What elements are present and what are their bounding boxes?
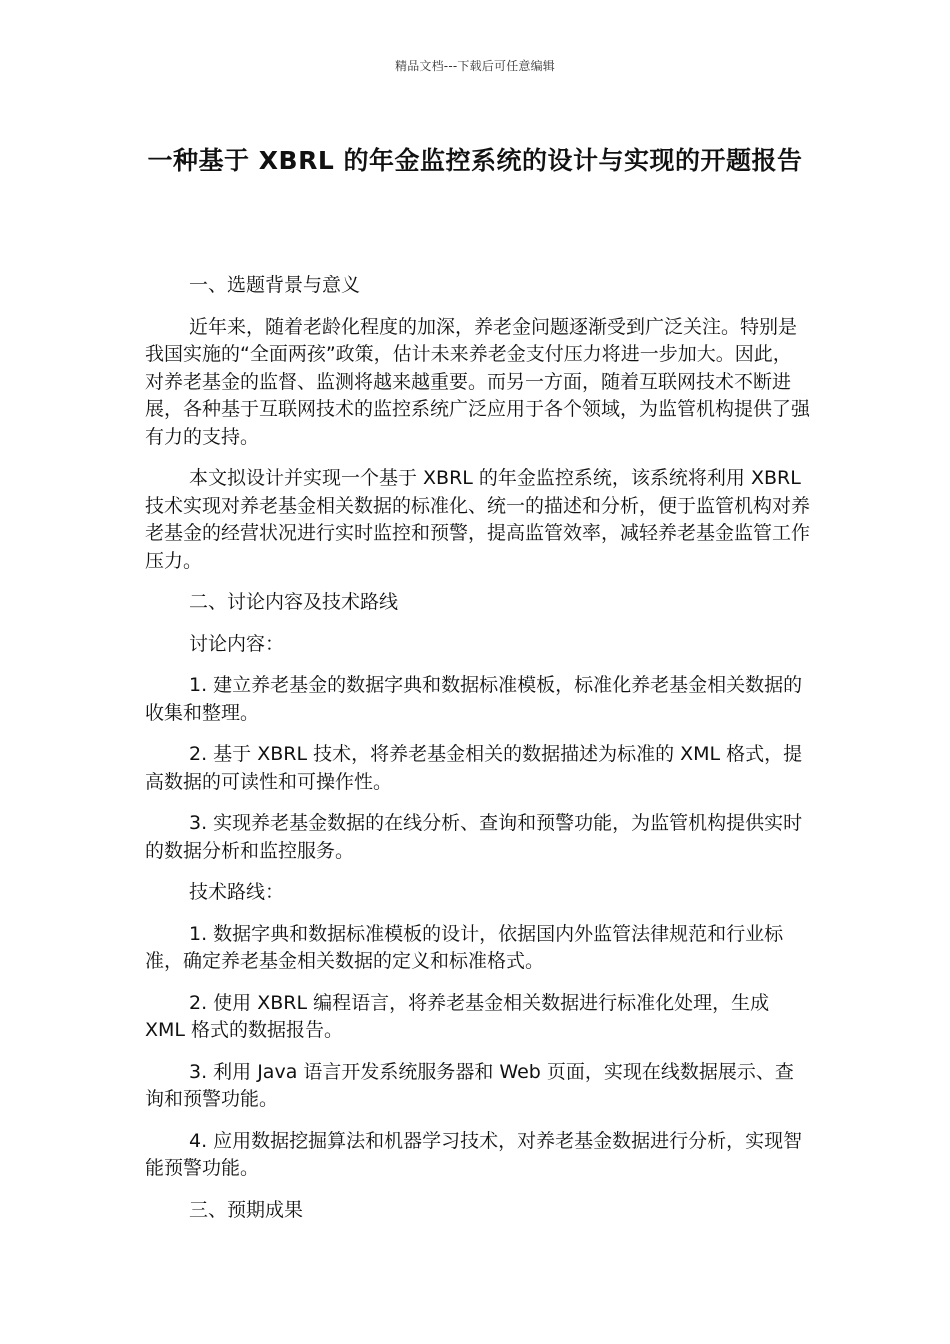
list-item-route-3: 3. 利用 Java 语言开发系统服务器和 Web 页面，实现在线数据展示、查询和预警功能。 — [145, 1060, 794, 1110]
document-body — [145, 272, 810, 1224]
header-note: 精品文档---下载后可任意编辑 — [395, 59, 555, 73]
paragraph-purpose: 本文拟设计并实现一个基于 XBRL 的年金监控系统，该系统将利用 XBRL 技术实现对养老基金相关数据的标准化、统一的描述和分析，便于监管机构对养老基金的经营状况进行实时监控和预警，提高监管效率，减轻养老基金监管工作压力。 — [145, 467, 811, 572]
list-item-route-2: 2. 使用 XBRL 编程语言，将养老基金相关数据进行标准化处理，生成 XML 格式的数据报告。 — [145, 991, 770, 1041]
subheading-tech-route: 技术路线： — [189, 881, 285, 903]
document-title: 一种基于 XBRL 的年金监控系统的设计与实现的开题报告 — [147, 146, 803, 175]
list-item-content-3: 3. 实现养老基金数据的在线分析、查询和预警功能，为监管机构提供实时的数据分析和监控服务。 — [145, 812, 803, 862]
section-heading-background: 一、选题背景与意义 — [189, 274, 361, 296]
list-item-route-1: 1. 数据字典和数据标准模板的设计，依据国内外监管法律规范和行业标准，确定养老基金相关数据的定义和标准格式。 — [145, 922, 784, 972]
list-item-route-4: 4. 应用数据挖掘算法和机器学习技术，对养老基金数据进行分析，实现智能预警功能。 — [145, 1129, 803, 1179]
paragraph-background: 近年来，随着老龄化程度的加深，养老金问题逐渐受到广泛关注。特别是我国实施的“全面两孩”政策，估计未来养老金支付压力将进一步加大。因此，对养老基金的监督、监测将越来越重要。而另一方面，随着互联网技术不断进展，各种基于互联网技术的监控系统广泛应用于各个领域，为监管机构提供了强有力的支持。 — [145, 315, 811, 448]
section-heading-content: 二、讨论内容及技术路线 — [189, 591, 399, 613]
section-heading-outcomes: 三、预期成果 — [189, 1198, 304, 1221]
subheading-content: 讨论内容： — [189, 632, 285, 655]
list-item-content-1: 1. 建立养老基金的数据字典和数据标准模板，标准化养老基金相关数据的收集和整理。 — [145, 674, 803, 724]
list-item-content-2: 2. 基于 XBRL 技术，将养老基金相关的数据描述为标准的 XML 格式，提高数据的可读性和可操作性。 — [145, 743, 803, 793]
